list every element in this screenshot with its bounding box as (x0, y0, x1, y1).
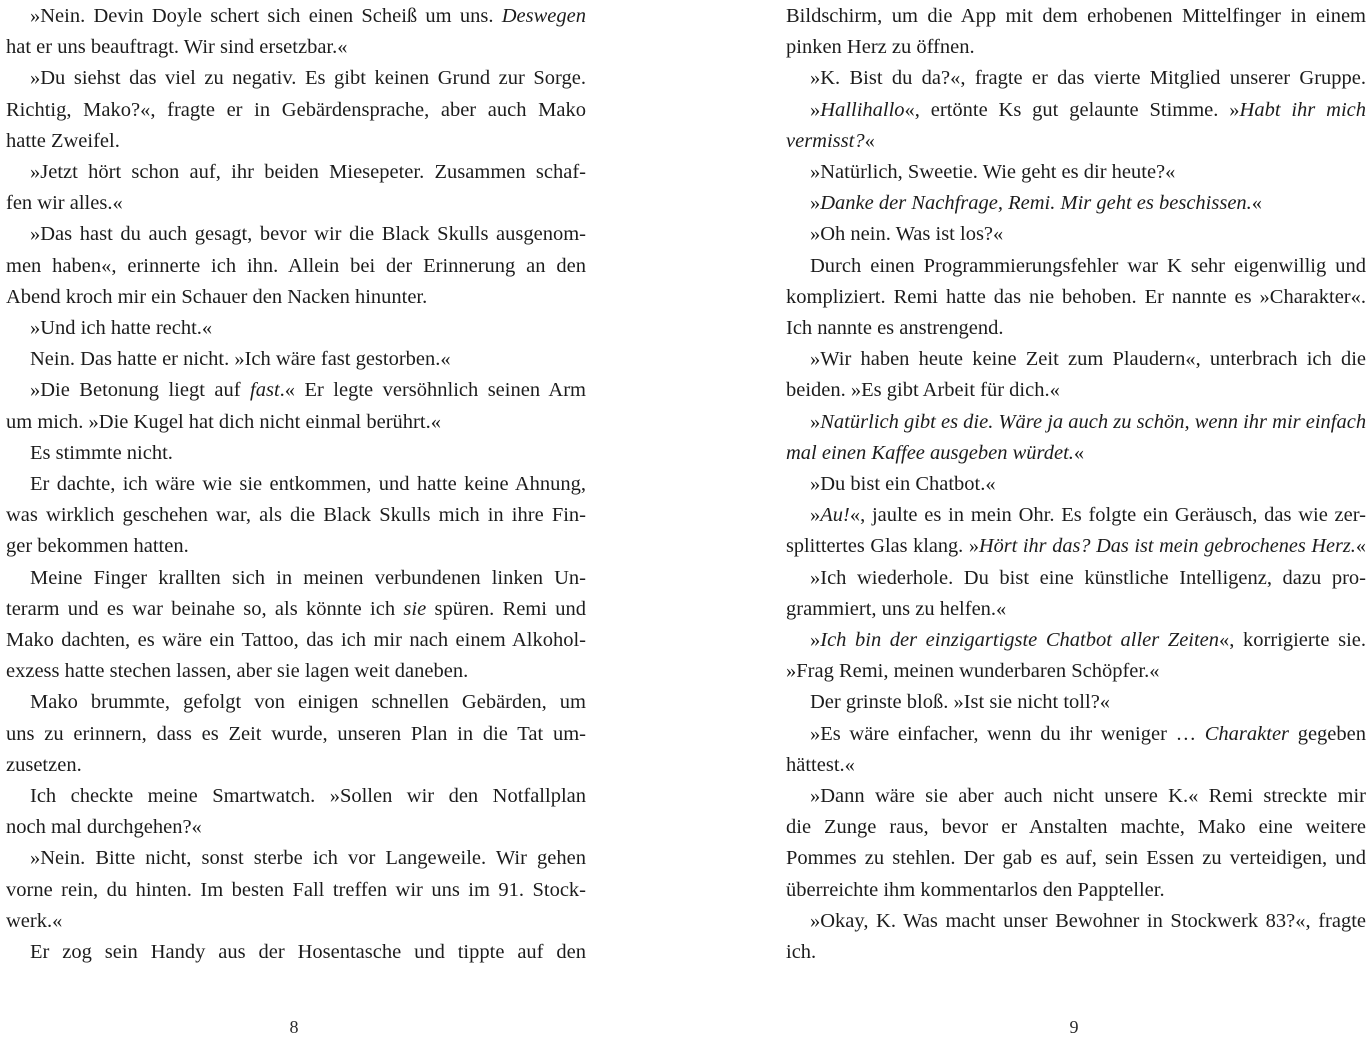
text-run: » (810, 629, 821, 651)
text-line (6, 687, 586, 718)
text-line (6, 344, 586, 375)
text-run: Meine Finger krallten sich in meinen verbundenen linken Un- (30, 566, 586, 589)
text-line (786, 157, 1366, 188)
text-run: exzess hatte stechen lassen, aber sie lagen weit daneben. (6, 660, 469, 683)
text-line (786, 750, 1366, 781)
text-run: zusetzen. (6, 753, 82, 776)
text-line (6, 251, 586, 282)
text-run: »Die Betonung liegt auf (30, 379, 251, 402)
text-line (786, 531, 1366, 562)
text-run: Bildschirm, um die App mit dem erhobenen Mittelfinger in einem (786, 5, 1366, 27)
text-run: Mako dachten, es wäre ein Tattoo, das ich mir nach einem Alkohol- (6, 629, 586, 651)
text-line (6, 313, 586, 344)
text-line (6, 843, 586, 874)
italic-run: Deswegen (501, 5, 586, 27)
text-line (786, 1, 1366, 32)
text-run: Abend kroch mir ein Schauer den Nacken hinunter. (6, 285, 428, 308)
text-run: « (1073, 441, 1085, 464)
text-run: kompliziert. Remi hatte das nie behoben. Er nannte es »Charakter«. (786, 285, 1366, 308)
page-number-right: 9 (1069, 1017, 1079, 1037)
text-line (6, 407, 586, 438)
text-line (786, 500, 1366, 531)
text-run: splittertes Glas klang. » (786, 535, 979, 558)
text-line (786, 594, 1366, 625)
text-run: men haben«, erinnerte ich ihn. Allein bei der Erinnerung an den (6, 254, 586, 277)
text-run: spüren. Remi und (426, 597, 586, 620)
text-run: » (810, 504, 821, 527)
text-run: »Du siehst das viel zu negativ. Es gibt keinen Grund zur Sorge. (30, 67, 586, 90)
text-run: »Jetzt hört schon auf, ihr beiden Miesepeter. Zusammen schaf- (30, 161, 586, 183)
text-line (6, 219, 586, 250)
text-line (786, 469, 1366, 500)
text-run: ich. (786, 941, 817, 963)
text-run: «, ertönte Ks gut gelaunte Stimme. » (904, 98, 1240, 121)
text-line (6, 282, 586, 313)
text-run: hättest.« (786, 753, 855, 776)
text-line (6, 719, 586, 750)
text-line (6, 1, 586, 32)
text-run: » (810, 192, 821, 215)
text-run: .« Er legte versöhnlich seinen Arm (279, 379, 586, 402)
text-line (6, 500, 586, 531)
text-run: beiden. »Es gibt Arbeit für dich.« (786, 379, 1060, 402)
text-line (786, 219, 1366, 250)
text-line (6, 126, 586, 157)
text-run: Er zog sein Handy aus der Hosentasche und tippte auf den (30, 941, 586, 963)
text-line (6, 63, 586, 94)
text-run: »Wir haben heute keine Zeit zum Plaudern«, unterbrach ich die (810, 348, 1366, 371)
text-run: Mako brummte, gefolgt von einigen schnellen Gebärden, um (30, 691, 586, 714)
text-line (6, 937, 586, 968)
text-run: Ich nannte es anstrengend. (786, 317, 1004, 339)
text-line (786, 95, 1366, 126)
text-run: Durch einen Programmierungsfehler war K sehr eigenwillig und (810, 254, 1366, 277)
text-run: Der grinste bloß. »Ist sie nicht toll?« (810, 691, 1111, 714)
text-run: hatte Zweifel. (6, 129, 120, 152)
text-run: was wirklich geschehen war, als die Black Skulls mich in ihre Fin- (6, 504, 586, 527)
italic-run: sie (403, 597, 427, 620)
italic-run: Hört ihr das? Das ist mein gebrochenes Herz. (979, 535, 1356, 558)
text-run: » (810, 98, 821, 121)
text-run: Ich checkte meine Smartwatch. »Sollen wir den Notfallplan (30, 785, 586, 807)
text-line (6, 188, 586, 219)
text-line (6, 32, 586, 63)
text-line (786, 313, 1366, 344)
text-run: »Dann wäre sie aber auch nicht unsere K.« Remi streckte mir (810, 785, 1366, 807)
text-line (786, 126, 1366, 157)
text-line (786, 719, 1366, 750)
text-run: gegeben (1289, 722, 1367, 745)
text-run: »Okay, K. Was macht unser Bewohner in Stockwerk 83?«, fragte (810, 909, 1366, 932)
text-line (786, 438, 1366, 469)
text-run: « (864, 129, 875, 152)
text-run: »Und ich hatte recht.« (30, 317, 213, 339)
text-run: «, jaulte es in mein Ohr. Es folgte ein Geräusch, das wie zer- (849, 504, 1366, 527)
text-run: die Zunge raus, bevor er Anstalten machte, Mako eine weitere (786, 816, 1366, 839)
italic-run: Ich bin der einzigartigste Chatbot aller Zeiten (820, 629, 1220, 651)
text-line (786, 625, 1366, 656)
text-run: »Es wäre einfacher, wenn du ihr weniger … (810, 722, 1205, 745)
text-run: « (1355, 535, 1366, 558)
page-number-left: 8 (289, 1017, 299, 1037)
text-line (6, 781, 586, 812)
text-run: »K. Bist du da?«, fragte er das vierte Mitglied unserer Gruppe. (810, 67, 1366, 90)
text-run: ger bekommen hatten. (6, 535, 189, 558)
text-line (786, 251, 1366, 282)
text-run: werk.« (6, 909, 63, 932)
text-run: »Nein. Bitte nicht, sonst sterbe ich vor Langeweile. Wir gehen (30, 847, 586, 870)
text-line (6, 594, 586, 625)
text-line (6, 625, 586, 656)
text-line (6, 906, 586, 937)
text-run: »Oh nein. Was ist los?« (810, 223, 1004, 246)
text-line (6, 375, 586, 406)
text-line (786, 781, 1366, 812)
italic-run: Natürlich gibt es die. Wäre ja auch zu schön, wenn ihr mir einfach (820, 410, 1367, 433)
italic-run: Au! (820, 504, 850, 527)
text-run: hat er uns beauftragt. Wir sind ersetzbar.« (6, 36, 348, 59)
text-line (6, 563, 586, 594)
text-line (786, 32, 1366, 63)
text-run: Es stimmte nicht. (30, 441, 173, 464)
italic-run: Charakter (1204, 722, 1290, 745)
text-run: grammiert, uns zu helfen.« (786, 597, 1007, 620)
text-line (786, 937, 1366, 968)
text-line (786, 906, 1366, 937)
text-run: Pommes zu stehlen. Der gab es auf, sein Essen zu verteidigen, und (786, 847, 1366, 870)
italic-run: vermisst? (786, 129, 865, 152)
text-line (786, 563, 1366, 594)
text-line (6, 531, 586, 562)
italic-run: Hallihallo (820, 98, 905, 121)
text-line (786, 875, 1366, 906)
text-run: »Du bist ein Chatbot.« (810, 473, 996, 495)
text-run: Er dachte, ich wäre wie sie entkommen, und hatte keine Ahnung, (30, 473, 586, 495)
text-line (6, 157, 586, 188)
text-line (786, 63, 1366, 94)
italic-run: Habt ihr mich (1239, 98, 1366, 121)
text-run: fen wir alles.« (6, 192, 123, 215)
italic-run: mal einen Kaffee ausgeben würdet. (786, 441, 1074, 464)
text-line (786, 656, 1366, 687)
text-line (6, 95, 586, 126)
text-run: »Natürlich, Sweetie. Wie geht es dir heute?« (810, 161, 1176, 183)
text-line (6, 812, 586, 843)
text-run: Nein. Das hatte er nicht. »Ich wäre fast gestorben.« (30, 348, 451, 371)
text-line (786, 812, 1366, 843)
text-run: »Frag Remi, meinen wunderbaren Schöpfer.« (786, 660, 1160, 683)
text-line (786, 188, 1366, 219)
text-run: « (1251, 192, 1263, 215)
text-run: »Ich wiederhole. Du bist eine künstliche Intelligenz, dazu pro- (810, 566, 1366, 589)
text-run: uns zu erinnern, dass es Zeit wurde, unseren Plan in die Tat um- (6, 722, 586, 745)
text-line (6, 656, 586, 687)
text-run: »Das hast du auch gesagt, bevor wir die Black Skulls ausgenom- (30, 223, 586, 246)
text-line (786, 282, 1366, 313)
text-run: terarm und es war beinahe so, als könnte ich (6, 597, 404, 620)
text-run: noch mal durchgehen?« (6, 816, 202, 839)
text-run: » (810, 410, 821, 433)
text-line (6, 438, 586, 469)
text-line (786, 344, 1366, 375)
italic-run: Danke der Nachfrage, Remi. Mir geht es beschissen. (820, 192, 1252, 215)
text-line (786, 407, 1366, 438)
text-run: pinken Herz zu öffnen. (786, 36, 975, 59)
text-run: vorne rein, du hinten. Im besten Fall treffen wir uns im 91. Stock- (6, 878, 586, 901)
text-run: um mich. »Die Kugel hat dich nicht einmal berührt.« (6, 410, 441, 433)
text-line (6, 875, 586, 906)
text-run: überreichte ihm kommentarlos den Pappteller. (786, 878, 1165, 901)
text-run: Richtig, Mako?«, fragte er in Gebärdensprache, aber auch Mako (6, 98, 586, 121)
text-line (786, 375, 1366, 406)
text-line (786, 843, 1366, 874)
italic-run: fast (250, 379, 280, 402)
text-line (6, 750, 586, 781)
text-run: »Nein. Devin Doyle schert sich einen Scheiß um uns. (30, 5, 502, 27)
text-line (6, 469, 586, 500)
text-line (786, 687, 1366, 718)
text-run: «, korrigierte sie. (1219, 629, 1366, 651)
